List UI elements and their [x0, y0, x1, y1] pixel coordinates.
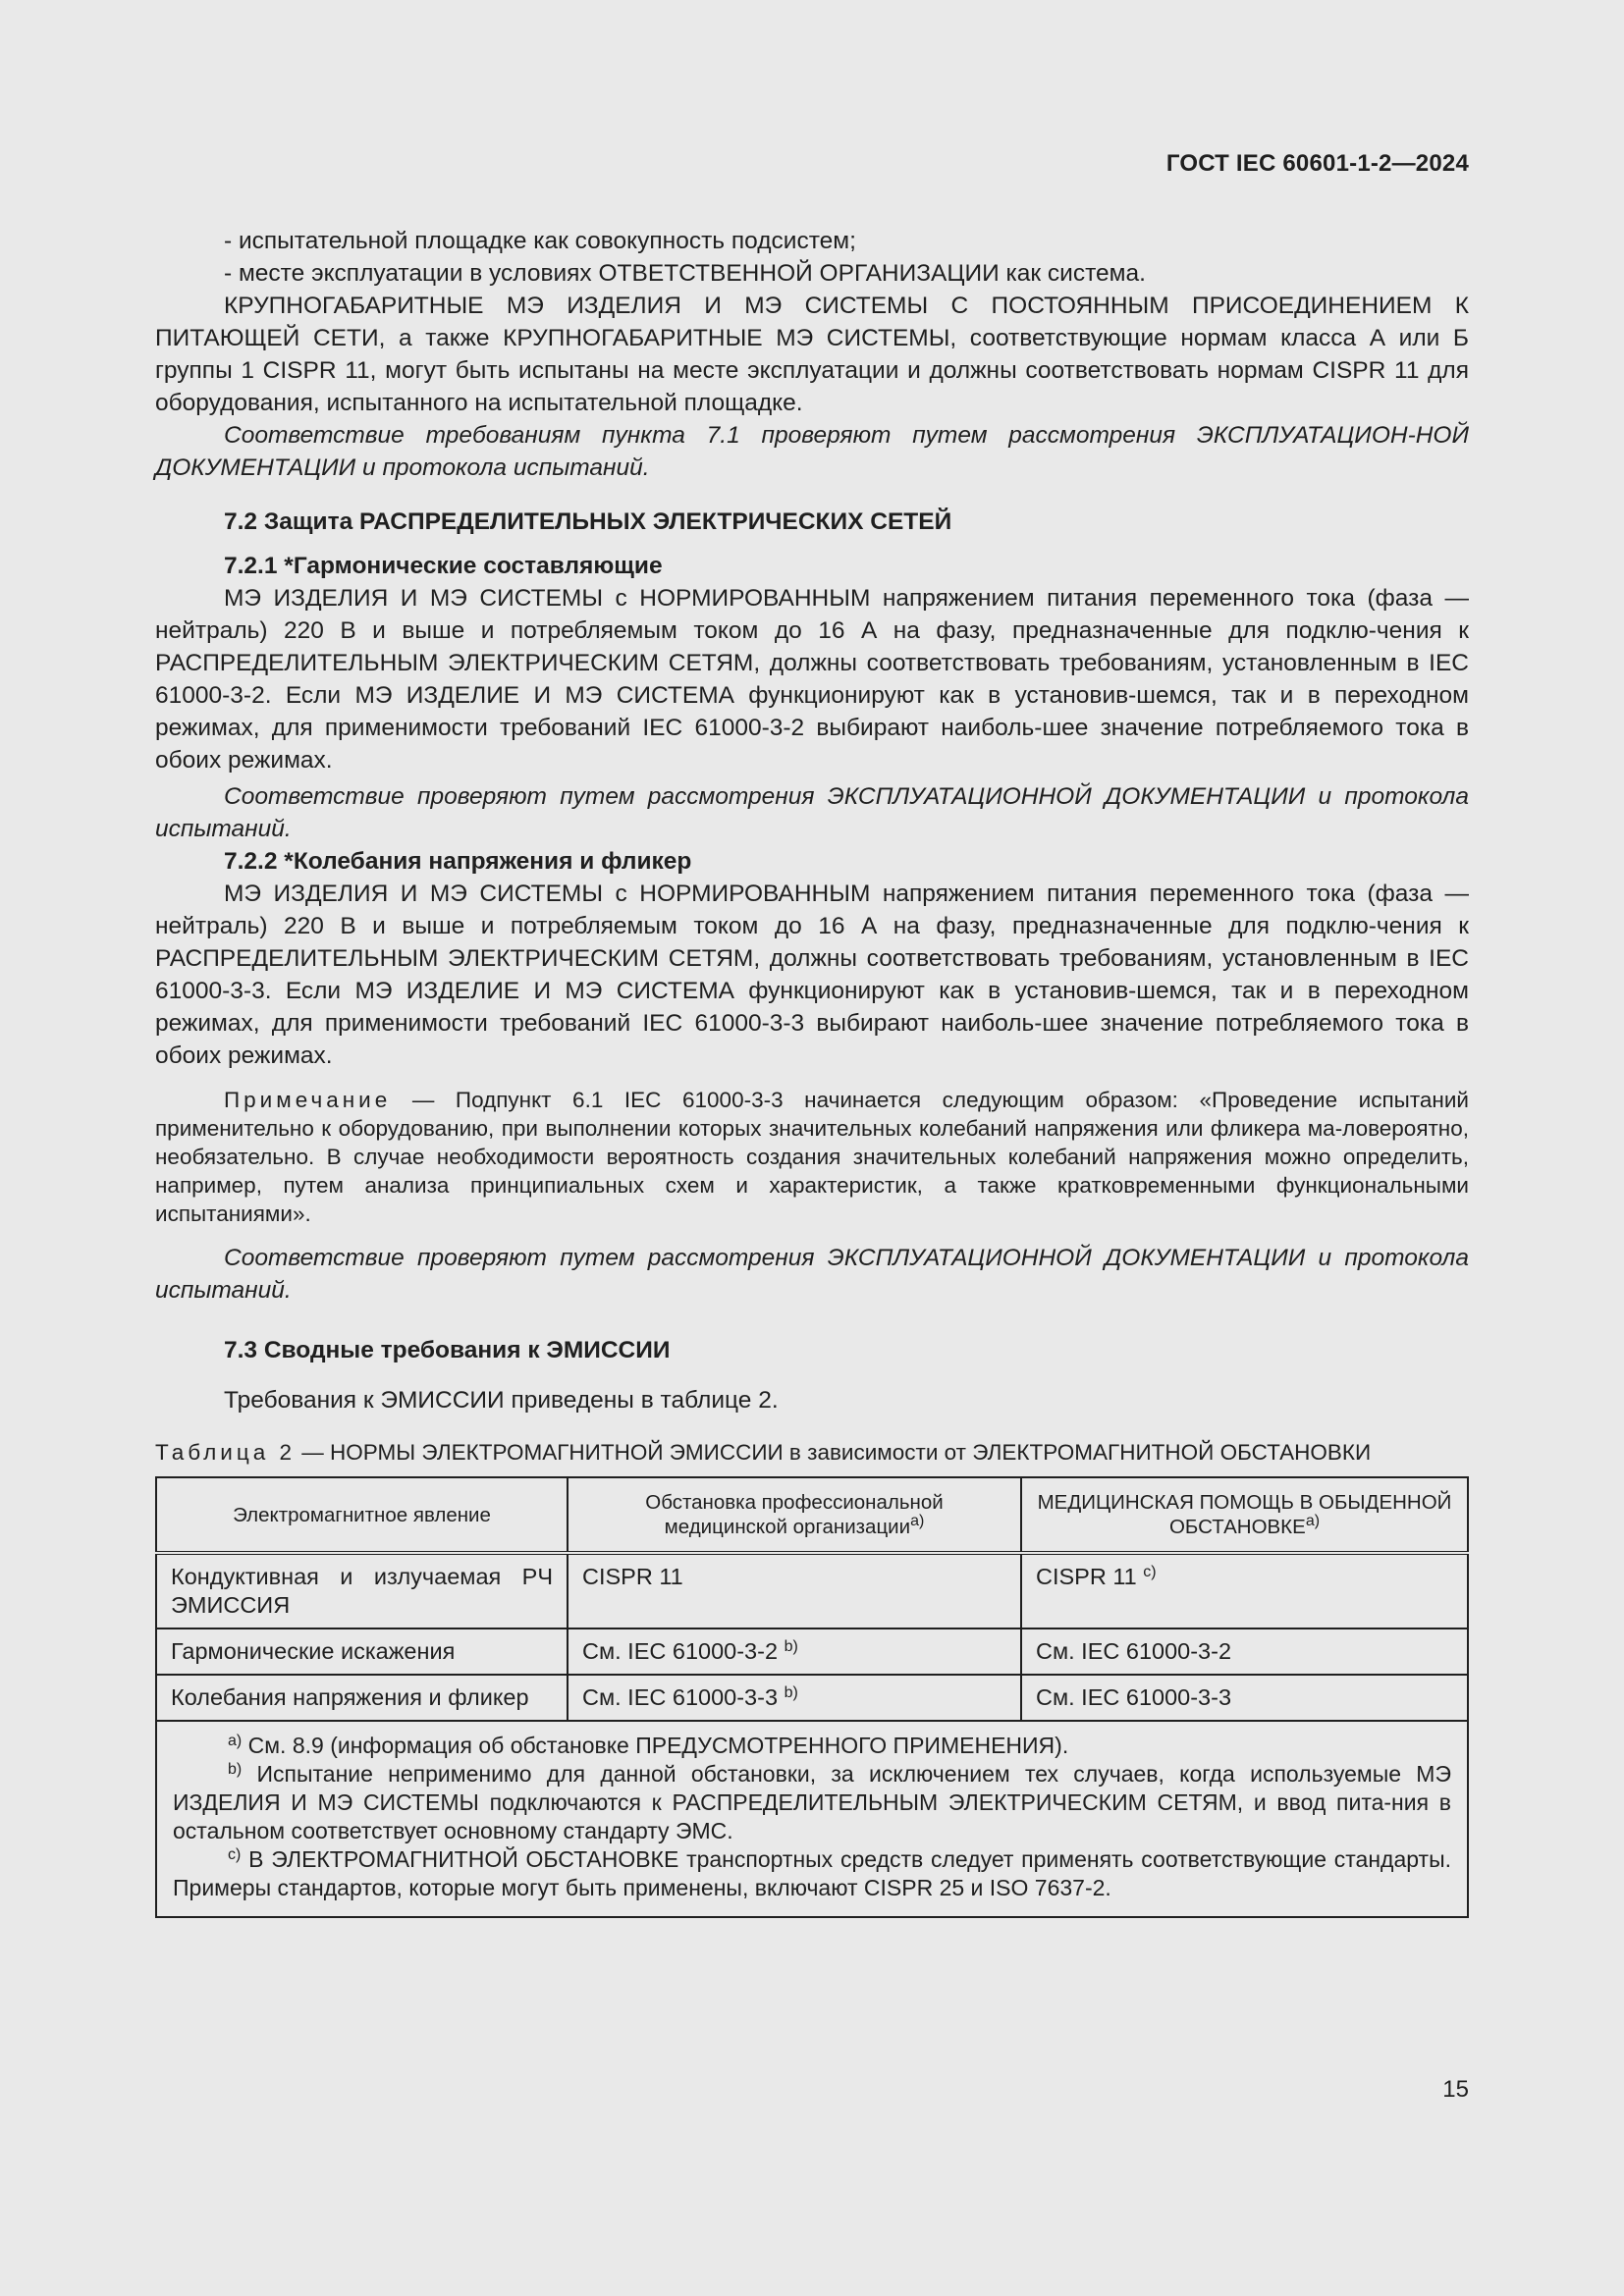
table-footnote: $^{b)}$ Испытание неприменимо для данной обстановки, за исключением тех случаев, когда используемые МЭ ИЗДЕЛИЯ И МЭ СИСТЕМЫ подключаются к РАСПРЕДЕЛИТЕЛЬНЫМ ЭЛЕКТРИЧЕСКИМ СЕТЯМ, и ввод пита-ния в остальном соответствует основному стандарту ЭМС. [173, 1761, 1451, 1843]
table-footnote: $^{c)}$ В ЭЛЕКТРОМАГНИТНОЙ ОБСТАНОВКЕ транспортных средств следует применять соответствующие стандарты. Примеры стандартов, которые могут быть применены, включают CISPR 25 и ISO 7637-2. [173, 1846, 1451, 1900]
footnote-mark: b) [228, 1761, 243, 1778]
footnote-ref: a) [1305, 1513, 1321, 1529]
cell-professional: CISPR 11 [568, 1553, 1021, 1629]
compliance-statement: Соответствие требованиям пункта 7.1 проверяют путем рассмотрения ЭКСПЛУАТАЦИОН-НОЙ ДОКУМЕНТАЦИИ и протокола испытаний. [155, 422, 1469, 481]
cell-phenomenon: Гармонические искажения [156, 1629, 568, 1675]
table-row [156, 1675, 1468, 1721]
footnote-ref: b) [784, 1684, 798, 1701]
paragraph: МЭ ИЗДЕЛИЯ И МЭ СИСТЕМЫ с НОРМИРОВАННЫМ напряжением питания переменного тока (фаза — нейтраль) 220 В и выше и потребляемым током до 16 А на фазу, предназначенные для подклю-чения к РАСПРЕДЕЛИТЕЛЬНЫМ ЭЛЕКТРИЧЕСКИМ СЕТЯМ, должны соответствовать требованиям, установленным в IEC 61000-3-2. Если МЭ ИЗДЕЛИЕ И МЭ СИСТЕМА функционируют как в установив-шемся, так и в переходном режимах, для применимости требований IEC 61000-3-2 выбирают наиболь-шее значение потребляемого тока в обоих режимах. [155, 585, 1469, 774]
header-cell-professional: Обстановка профессиональной медицинской организации$^{a)}$ [568, 1477, 1021, 1553]
footnote-ref: c) [1143, 1564, 1157, 1580]
page-content [155, 225, 1469, 1918]
footnote-mark: c) [228, 1846, 242, 1863]
table-caption [155, 1438, 1469, 1467]
compliance-statement: Соответствие проверяют путем рассмотрения ЭКСПЛУАТАЦИОННОЙ ДОКУМЕНТАЦИИ и протокола испытаний. [155, 783, 1469, 842]
paragraph: КРУПНОГАБАРИТНЫЕ МЭ ИЗДЕЛИЯ И МЭ СИСТЕМЫ С ПОСТОЯННЫМ ПРИСОЕДИНЕНИЕМ К ПИТАЮЩЕЙ СЕТИ, а также КРУПНОГАБАРИТНЫЕ МЭ СИСТЕМЫ, соответствующие нормам класса А или Б группы 1 CISPR 11, могут быть испытаны на месте эксплуатации и должны соответствовать нормам CISPR 11 для оборудования, испытанного на испытательной площадке. [155, 293, 1469, 416]
footnote-mark: a) [228, 1733, 243, 1749]
note-text: — Подпункт 6.1 IEC 61000-3-3 начинается следующим образом: «Проведение испытаний применительно к оборудованию, при выполнении которых значительных колебаний напряжения или фликера ма-ловероятно, необязательно. В случае необходимости вероятность создания значительных колебаний напряжения можно определить, например, путем анализа принципиальных схем и характеристик, а также кратковременными функциональными испытаниями». [155, 1088, 1469, 1226]
paragraph: Требования к ЭМИССИИ приведены в таблице 2. [224, 1387, 779, 1414]
note [155, 1086, 1469, 1228]
subsection-heading: 7.2.2 *Колебания напряжения и фликер [224, 848, 692, 875]
cell-professional: См. IEC 61000-3-2 $^{b)}$ [568, 1629, 1021, 1675]
header-cell-phenomenon: Электромагнитное явление [156, 1477, 568, 1553]
footnote-ref: a) [910, 1513, 925, 1529]
table-footnotes [156, 1721, 1468, 1917]
subsection-heading: 7.2.1 *Гармонические составляющие [224, 553, 663, 579]
page-number: 15 [1442, 2076, 1469, 2103]
table-caption-label: Таблица 2 [155, 1440, 296, 1465]
standard-id-header: ГОСТ IEC 60601-1-2—2024 [1165, 150, 1469, 177]
section-heading: 7.3 Сводные требования к ЭМИССИИ [224, 1337, 671, 1363]
cell-home: См. IEC 61000-3-2 [1021, 1629, 1468, 1675]
table-footnote: $^{a)}$ См. 8.9 (информация об обстановке ПРЕДУСМОТРЕННОГО ПРИМЕНЕНИЯ). [228, 1733, 1069, 1758]
note-label: Примечание [224, 1088, 392, 1112]
compliance-statement: Соответствие проверяют путем рассмотрения ЭКСПЛУАТАЦИОННОЙ ДОКУМЕНТАЦИИ и протокола испытаний. [155, 1245, 1469, 1304]
emission-limits-table [155, 1476, 1469, 1918]
table-row [156, 1553, 1468, 1629]
cell-home: См. IEC 61000-3-3 [1021, 1675, 1468, 1721]
list-item: - месте эксплуатации в условиях ОТВЕТСТВЕННОЙ ОРГАНИЗАЦИИ как система. [224, 260, 1146, 287]
table-footnotes-row [156, 1721, 1468, 1917]
cell-professional: См. IEC 61000-3-3 $^{b)}$ [568, 1675, 1021, 1721]
table-header-row [156, 1477, 1468, 1553]
cell-phenomenon: Кондуктивная и излучаемая РЧ ЭМИССИЯ [156, 1553, 568, 1629]
section-heading: 7.2 Защита РАСПРЕДЕЛИТЕЛЬНЫХ ЭЛЕКТРИЧЕСКИХ СЕТЕЙ [224, 508, 952, 535]
list-item: - испытательной площадке как совокупность подсистем; [224, 228, 856, 254]
header-cell-home: МЕДИЦИНСКАЯ ПОМОЩЬ В ОБЫДЕННОЙ ОБСТАНОВКЕ$^{a)}$ [1021, 1477, 1468, 1553]
table-caption-text: — НОРМЫ ЭЛЕКТРОМАГНИТНОЙ ЭМИССИИ в зависимости от ЭЛЕКТРОМАГНИТНОЙ ОБСТАНОВКИ [296, 1440, 1372, 1465]
cell-phenomenon: Колебания напряжения и фликер [156, 1675, 568, 1721]
table-row [156, 1629, 1468, 1675]
cell-home: CISPR 11 $^{c)}$ [1021, 1553, 1468, 1629]
footnote-ref: b) [784, 1638, 798, 1655]
paragraph: МЭ ИЗДЕЛИЯ И МЭ СИСТЕМЫ с НОРМИРОВАННЫМ напряжением питания переменного тока (фаза — нейтраль) 220 В и выше и потребляемым током до 16 А на фазу, предназначенные для подклю-чения к РАСПРЕДЕЛИТЕЛЬНЫМ ЭЛЕКТРИЧЕСКИМ СЕТЯМ, должны соответствовать требованиям, установленным в IEC 61000-3-3. Если МЭ ИЗДЕЛИЕ И МЭ СИСТЕМА функционируют как в установив-шемся, так и в переходном режимах, для применимости требований IEC 61000-3-3 выбирают наиболь-шее значение потребляемого тока в обоих режимах. [155, 881, 1469, 1069]
